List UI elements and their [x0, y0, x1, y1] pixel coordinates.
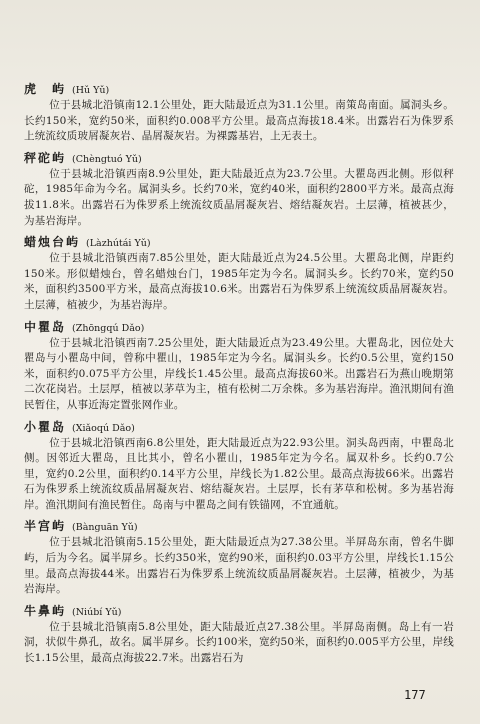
- entry-text: 位于县城北沿镇南12.1公里处，距大陆最近点为31.1公里。南策岛南面。属洞头乡。长约150米，宽约50米，面积约0.008平方公里。最高点海拔18.4米。出露岩石为侏罗系上统流纹质玻屑凝灰岩、晶屑凝灰岩。为裸露基岩，上无表土。: [24, 99, 454, 143]
- entry-name: 蜡烛台屿: [24, 235, 81, 250]
- entry-pinyin: (Zhōngqú Dǎo): [72, 322, 145, 334]
- entry-name: 半宫屿: [24, 519, 67, 534]
- entry-text: 位于县城北沿镇西南7.85公里处，距大陆最近点为24.5公里。大瞿岛北侧，岸距约150米。形似蜡烛台，曾名蜡烛台门，1985年定为今名。属洞头乡。长约70米，宽约50米，面积约3500平方米，最高点海拔10.6米。出露岩石为侏罗系上统流纹质晶屑凝灰岩。土层薄，植被少，为基岩海岸。: [24, 252, 454, 311]
- entry-name: 中瞿岛: [24, 319, 67, 334]
- entry-pinyin: (Làzhútái Yǔ): [86, 238, 151, 250]
- entry-pinyin: (Hǔ Yǔ): [72, 85, 110, 96]
- entry-heading: [24, 418, 454, 436]
- entry-pinyin: (Bànguān Yǔ): [72, 522, 138, 534]
- entry-text: 位于县城北沿镇西南7.25公里处，距大陆最近点为23.49公里。大瞿岛北，因位处大瞿岛与小瞿岛中间，曾称中瞿山，1985年定为今名。属洞头乡。长约0.5公里，宽约150米，面积约0.075平方公里，岸线长1.45公里。最高点海拔60米。出露岩石为燕山晚期第二次花岗岩。土层厚，植被以茅草为主，植有松树二万余株。多为基岩海岸。渔汛期间有渔民暂住，从事近海定置张网作业。: [24, 336, 454, 411]
- entry-heading: [24, 233, 454, 251]
- entry-pinyin: (Xiǎoqú Dǎo): [72, 422, 135, 434]
- page-number: 177: [404, 688, 426, 702]
- entry-hu-yu: [24, 80, 454, 145]
- entry-zhongqu-dao: [24, 318, 454, 414]
- entry-heading: [24, 318, 454, 336]
- entry-name: 小瞿岛: [24, 419, 67, 434]
- entry-heading: [24, 517, 454, 535]
- entry-heading: [24, 80, 454, 98]
- entry-banguan-yu: [24, 517, 454, 597]
- entry-name: 虎 屿: [24, 82, 67, 96]
- entry-pinyin: (Niúbí Yǔ): [72, 606, 122, 618]
- page-content: [24, 80, 454, 671]
- entry-heading: [24, 602, 454, 620]
- entry-text: 位于县城北沿镇西南6.8公里处，距大陆最近点为22.93公里。洞头岛西南，中瞿岛北侧。因邻近大瞿岛，且比其小，曾名小瞿山，1985年定为今名。属双朴乡。长约0.7公里，宽约0.2公里，面积约0.14平方公里，岸线长为1.82公里。最高点海拔66米。出露岩石为侏罗系上统流纹质晶屑凝灰岩、熔结凝灰岩。土层厚，长有茅草和松树。多为基岩海岸。渔汛期间有渔民暂住。岛南与中瞿岛之间有铁锚网，不宜通航。: [24, 436, 454, 511]
- entry-name: 牛鼻屿: [24, 603, 67, 618]
- entry-niubi-yu: [24, 602, 454, 667]
- show-through-text: [40, 6, 460, 76]
- entry-text: 位于县城北沿镇西南8.9公里处，距大陆最近点为23.7公里。大瞿岛西北侧。形似秤砣，1985年命为今名。属洞头乡。长约70米，宽约40米，面积约2800平方米。最高点海拔11.8米。出露岩石为侏罗系上统流纹质晶屑凝灰岩、熔结凝灰岩。土层薄，植被甚少，为基岩海岸。: [24, 167, 454, 227]
- entry-xiaoqu-dao: [24, 418, 454, 514]
- entry-lazhutai-yu: [24, 233, 454, 313]
- entry-name: 秤砣屿: [24, 150, 67, 165]
- entry-chengtuo-yu: [24, 149, 454, 229]
- entry-pinyin: (Chèngtuó Yǔ): [72, 153, 142, 165]
- entry-text: 位于县城北沿镇南5.15公里处，距大陆最近点为27.38公里。半屏岛东南，曾名牛脚屿，后为今名。属半屏乡。长约350米，宽约90米，面积约0.03平方公里，岸线长1.15公里。最高点海拔44米。出露岩石为侏罗系上统流纹质晶屑凝灰岩。土层薄，植被少，为基岩海岸。: [24, 536, 454, 596]
- entry-text: 位于县城北沿镇南5.8公里处，距大陆最近点27.38公里。半屏岛南侧。岛上有一岩洞，状似牛鼻孔，故名。属半屏乡。长约100米，宽约50米，面积约0.005平方公里，岸线长1.15公里，最高点海拔22.7米。出露岩石为: [24, 620, 454, 665]
- entry-heading: [24, 149, 454, 167]
